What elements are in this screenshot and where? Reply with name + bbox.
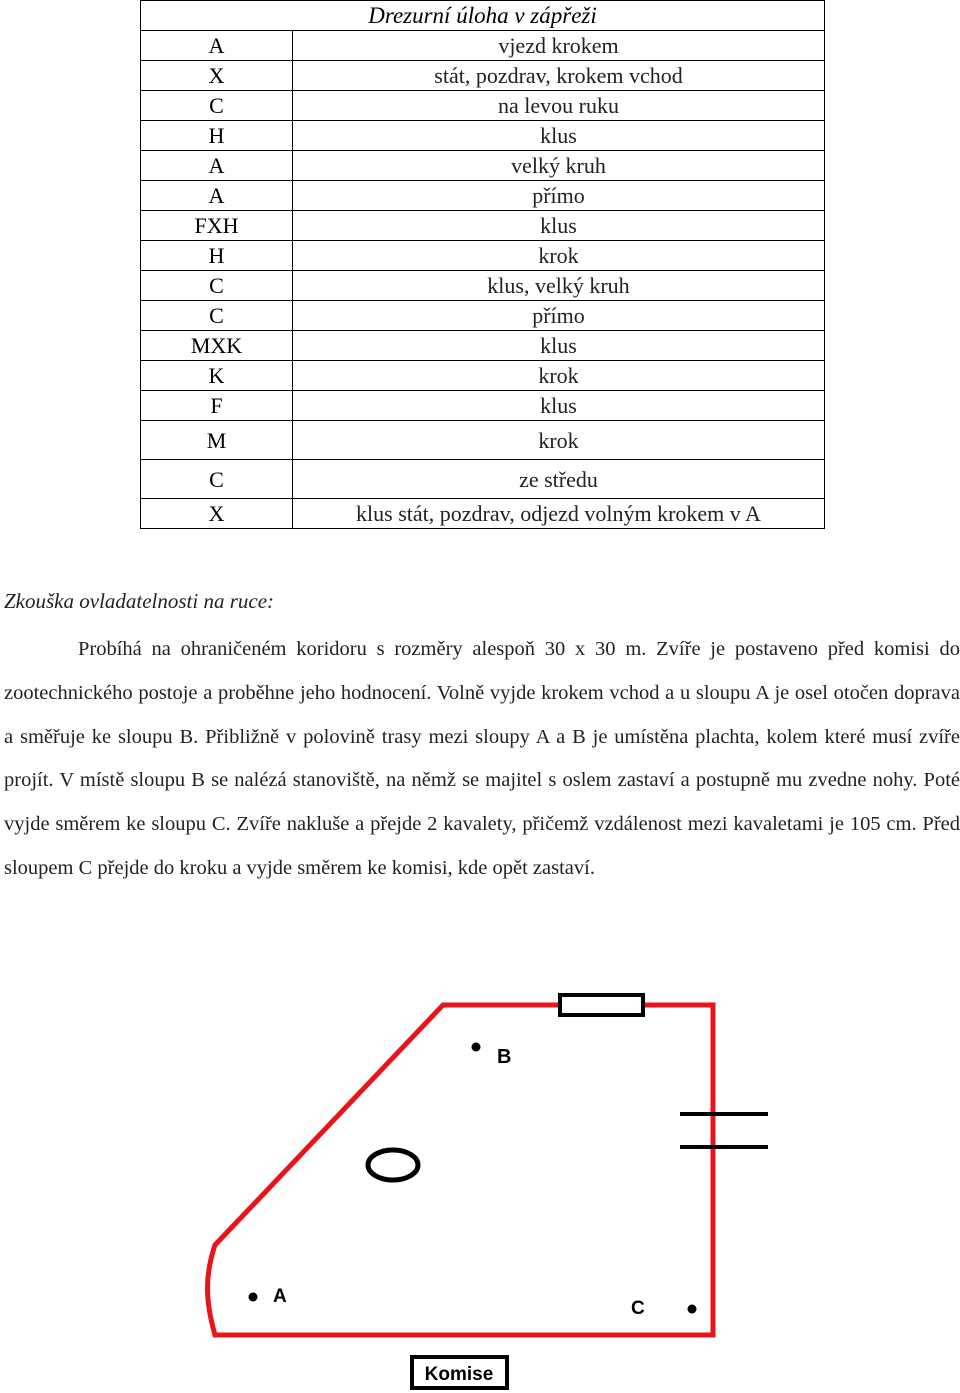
marker-cell: K <box>141 361 293 391</box>
post-b-label: B <box>497 1046 512 1068</box>
marker-cell: C <box>141 271 293 301</box>
marker-cell: M <box>141 421 293 460</box>
course-diagram <box>0 980 960 1393</box>
marker-cell: A <box>141 181 293 211</box>
post-a-label: A <box>273 1286 287 1307</box>
instruction-cell: klus <box>293 211 825 241</box>
table-row <box>141 301 825 331</box>
instruction-cell: klus <box>293 331 825 361</box>
marker-cell: C <box>141 301 293 331</box>
table-row <box>141 331 825 361</box>
table-row <box>141 361 825 391</box>
oval-obstacle <box>368 1150 418 1180</box>
table-title: Drezurní úloha v zápřeži <box>141 1 825 31</box>
table-title-row <box>141 1 825 31</box>
instruction-cell: klus <box>293 391 825 421</box>
table-row <box>141 460 825 499</box>
marker-cell: X <box>141 61 293 91</box>
post-b-dot <box>472 1043 481 1052</box>
instruction-cell: přímo <box>293 181 825 211</box>
table-row <box>141 121 825 151</box>
instruction-cell: přímo <box>293 301 825 331</box>
dressage-table <box>140 0 825 529</box>
section-heading: Zkouška ovladatelnosti na ruce: <box>4 589 275 613</box>
marker-cell: H <box>141 241 293 271</box>
table-row <box>141 181 825 211</box>
instruction-cell: velký kruh <box>293 151 825 181</box>
table-row <box>141 421 825 460</box>
table-row <box>141 31 825 61</box>
post-c-dot <box>688 1305 697 1314</box>
table-row <box>141 91 825 121</box>
table-row <box>141 211 825 241</box>
table-row <box>141 151 825 181</box>
instruction-cell: krok <box>293 241 825 271</box>
marker-cell: MXK <box>141 331 293 361</box>
marker-cell: C <box>141 460 293 499</box>
table-row <box>141 499 825 529</box>
marker-cell: F <box>141 391 293 421</box>
instruction-cell: ze středu <box>293 460 825 499</box>
marker-cell: FXH <box>141 211 293 241</box>
post-a-dot <box>249 1293 258 1302</box>
instruction-cell: klus, velký kruh <box>293 271 825 301</box>
tarp-rectangle <box>560 995 643 1015</box>
marker-cell: X <box>141 499 293 529</box>
section-paragraph: Probíhá na ohraničeném koridoru s rozměry alespoň 30 x 30 m. Zvíře je postaveno před komisi do zootechnického postoje a proběhne jeho hodnocení. Volně vyjde krokem vchod a u sloupu A je osel otočen doprava a směřuje ke sloupu B. Přibližně v polovině trasy mezi sloupy A a B je umístěna plachta, kolem které musí zvíře projít. V místě sloupu B se nalézá stanoviště, na němž se majitel s oslem zastaví a postupně mu zvedne nohy. Poté vyjde směrem ke sloupu C. Zvíře nakluše a přejde 2 kavalety, přičemž vzdálenost mezi kavaletami je 105 cm. Před sloupem C přejde do kroku a vyjde směrem ke komisi, kde opět zastaví. <box>4 638 960 879</box>
marker-cell: A <box>141 31 293 61</box>
marker-cell: C <box>141 91 293 121</box>
marker-cell: A <box>141 151 293 181</box>
instruction-cell: klus <box>293 121 825 151</box>
table-row <box>141 271 825 301</box>
post-c-label: C <box>631 1298 645 1319</box>
table-row <box>141 391 825 421</box>
instruction-cell: krok <box>293 361 825 391</box>
marker-cell: H <box>141 121 293 151</box>
instruction-cell: stát, pozdrav, krokem vchod <box>293 61 825 91</box>
instruction-cell: na levou ruku <box>293 91 825 121</box>
instruction-cell: vjezd krokem <box>293 31 825 61</box>
instruction-cell: klus stát, pozdrav, odjezd volným krokem v A <box>293 499 825 529</box>
komise-label: Komise <box>424 1364 494 1385</box>
instruction-cell: krok <box>293 421 825 460</box>
table-row <box>141 241 825 271</box>
table-row <box>141 61 825 91</box>
